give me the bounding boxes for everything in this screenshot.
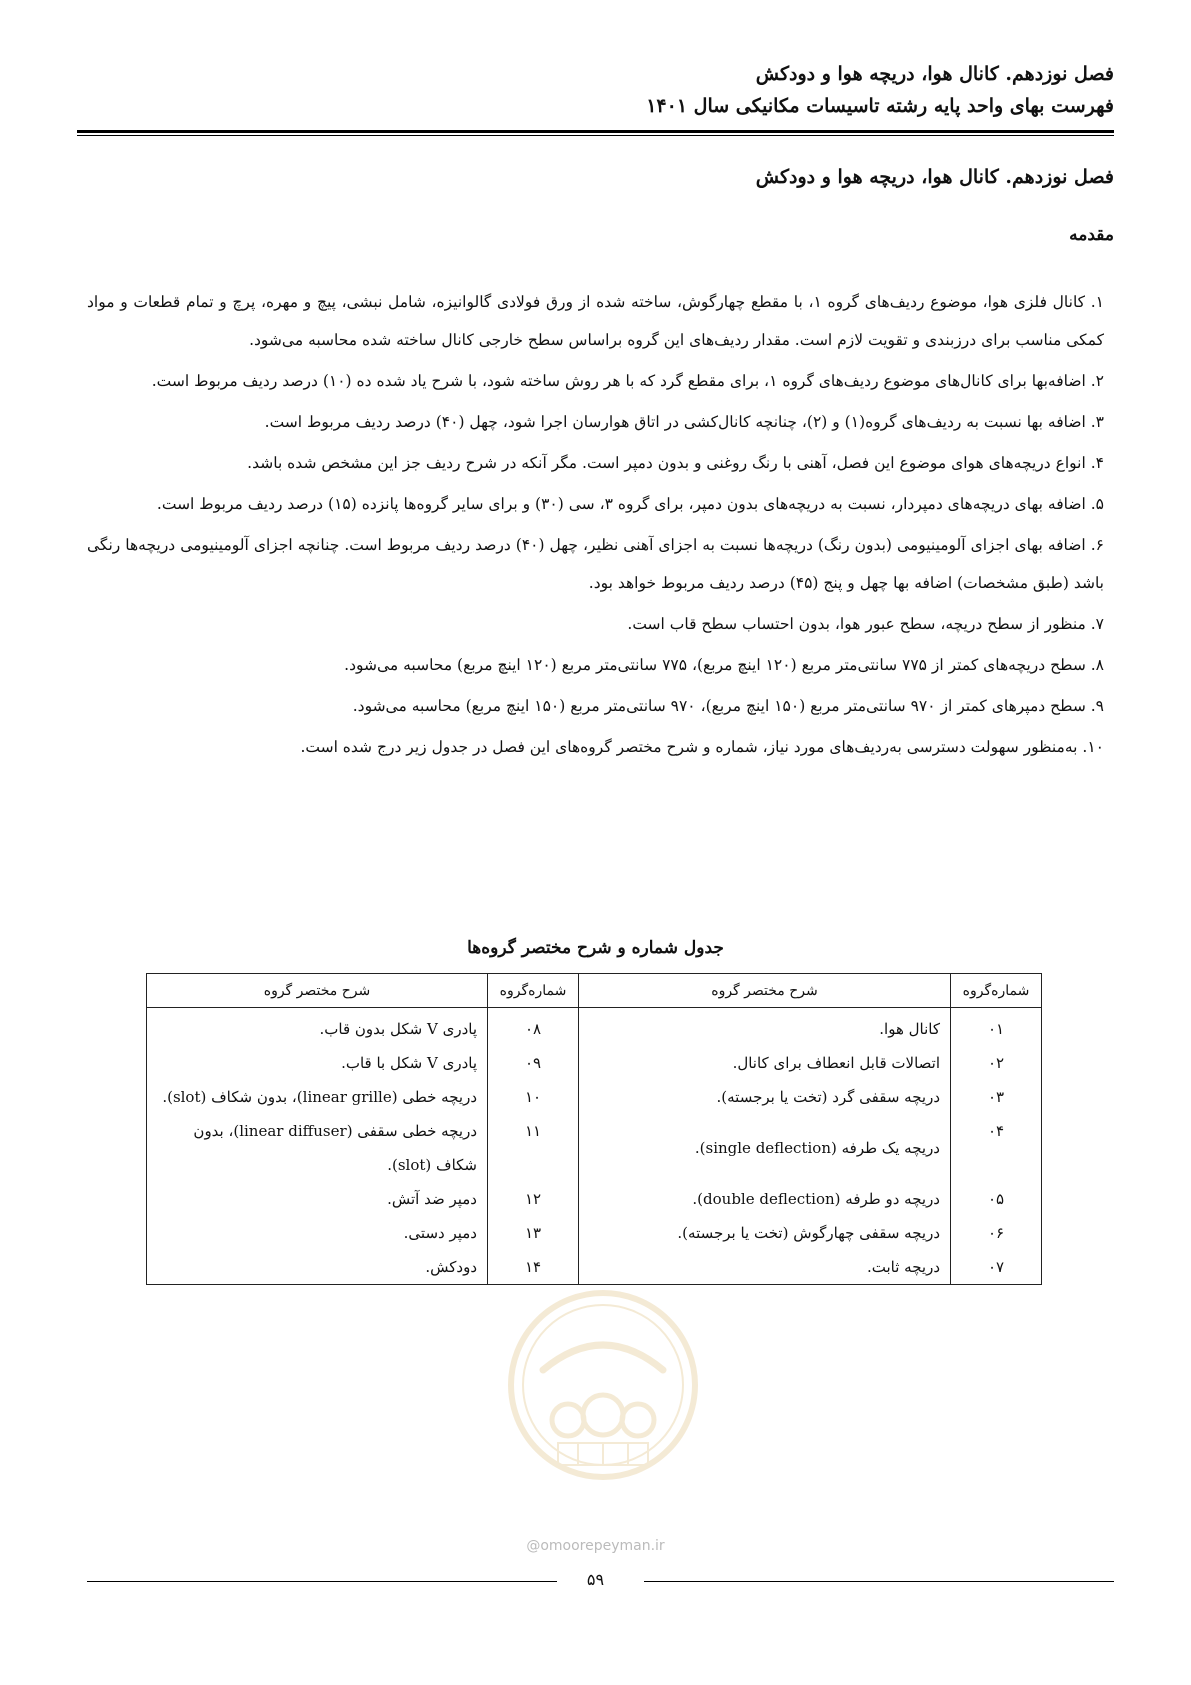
group-description: دمپر دستی. (147, 1216, 488, 1250)
group-number: ۰۳ (951, 1080, 1042, 1114)
header-group-number: شماره‌گروه (951, 974, 1042, 1008)
group-description: کانال هوا. (579, 1008, 951, 1047)
table-row (147, 1250, 1042, 1285)
table-row (147, 1182, 1042, 1216)
header-rule-thick (77, 130, 1114, 133)
header-group-number: شماره‌گروه (488, 974, 579, 1008)
paragraph: ۶. اضافه بهای اجزای آلومینیومی (بدون رنگ) دریچه‌ها نسبت به اجزای آهنی نظیر، چهل (۴۰) درصد ردیف مربوط است. چنانچه اجزای آلومینیومی دریچه‌ها رنگی باشد (طبق مشخصات) اضافه بها چهل و پنج (۴۵) درصد ردیف مربوط خواهد بود. (87, 536, 1104, 592)
watermark-logo-icon (498, 1285, 708, 1485)
paragraph: ۴. انواع دریچه‌های هوای موضوع این فصل، آهنی با رنگ روغنی و بدون دمپر است. مگر آنکه در شرح ردیف جز این مشخص شده باشد. (247, 454, 1104, 472)
group-number: ۰۵ (951, 1182, 1042, 1216)
header-chapter-line: فصل نوزدهم. کانال هوا، دریچه هوا و دودکش (755, 63, 1114, 85)
paragraph: ۱. کانال فلزی هوا، موضوع ردیف‌های گروه ۱، با مقطع چهارگوش، ساخته شده از ورق فولادی گالوانیزه، شامل نبشی، پیچ و مهره، پرچ و تمام قطعات و مواد کمکی مناسب برای درزبندی و تقویت لازم است. مقدار ردیف‌های این گروه براساس سطح خارجی کانال ساخته شده محاسبه می‌شود. (87, 293, 1104, 349)
group-description: اتصالات قابل انعطاف برای کانال. (579, 1046, 951, 1080)
paragraph: ۸. سطح دریچه‌های کمتر از ۷۷۵ سانتی‌متر مربع (۱۲۰ اینچ مربع)، ۷۷۵ سانتی‌متر مربع (۱۲۰ اینچ مربع) محاسبه می‌شود. (344, 656, 1104, 674)
group-number: ۱۳ (488, 1216, 579, 1250)
group-number: ۰۱ (951, 1008, 1042, 1047)
group-number: ۰۶ (951, 1216, 1042, 1250)
paragraph: ۲. اضافه‌بها برای کانال‌های موضوع ردیف‌های گروه ۱، برای مقطع گرد که با هر روش ساخته شود، با شرح یاد شده ده (۱۰) درصد ردیف مربوط است. (151, 372, 1104, 390)
table-row (147, 1046, 1042, 1080)
chapter-title: فصل نوزدهم. کانال هوا، دریچه هوا و دودکش (755, 166, 1114, 188)
group-description: دریچه دو طرفه (double deflection). (579, 1182, 951, 1216)
table-header-row (147, 974, 1042, 1008)
intro-paragraphs (87, 283, 1104, 769)
group-number: ۰۲ (951, 1046, 1042, 1080)
group-description: پادری V شکل با قاب. (147, 1046, 488, 1080)
paragraph: ۱۰. به‌منظور سهولت دسترسی به‌ردیف‌های مورد نیاز، شماره و شرح مختصر گروه‌های این فصل در جدول زیر درج شده است. (300, 738, 1104, 756)
group-description: دمپر ضد آتش. (147, 1182, 488, 1216)
group-number: ۰۴ (951, 1114, 1042, 1182)
header-rule-thin (77, 135, 1114, 136)
group-number: ۱۲ (488, 1182, 579, 1216)
group-number: ۰۹ (488, 1046, 579, 1080)
group-description: دریچه خطی (linear grille)، بدون شکاف (slot). (147, 1080, 488, 1114)
paragraph: ۹. سطح دمپرهای کمتر از ۹۷۰ سانتی‌متر مربع (۱۵۰ اینچ مربع)، ۹۷۰ سانتی‌متر مربع (۱۵۰ اینچ مربع) محاسبه می‌شود. (352, 697, 1104, 715)
group-description: دودکش. (147, 1250, 488, 1285)
table-row (147, 1008, 1042, 1047)
group-description: دریچه سقفی چهارگوش (تخت یا برجسته). (579, 1216, 951, 1250)
table-row (147, 1114, 1042, 1182)
header-group-description: شرح مختصر گروه (147, 974, 488, 1008)
paragraph: ۷. منظور از سطح دریچه، سطح عبور هوا، بدون احتساب سطح قاب است. (627, 615, 1104, 633)
group-description: دریچه خطی سقفی (linear diffuser)، بدون شکاف (slot). (147, 1114, 488, 1182)
group-number: ۱۰ (488, 1080, 579, 1114)
group-number: ۰۸ (488, 1008, 579, 1047)
paragraph: ۵. اضافه بهای دریچه‌های دمپردار، نسبت به دریچه‌های بدون دمپر، برای گروه ۳، سی (۳۰) و برای سایر گروه‌ها پانزده (۱۵) درصد ردیف مربوط است. (156, 495, 1104, 513)
group-number: ۰۷ (951, 1250, 1042, 1285)
group-number: ۱۱ (488, 1114, 579, 1182)
group-table (146, 973, 1042, 1285)
paragraph: ۳. اضافه بها نسبت به ردیف‌های گروه(۱) و (۲)، چنانچه کانال‌کشی در اتاق هوارسان اجرا شود، چهل (۴۰) درصد ردیف مربوط است. (264, 413, 1104, 431)
group-description: دریچه یک طرفه (single deflection). (579, 1114, 951, 1182)
table-row (147, 1080, 1042, 1114)
header-price-list-line: فهرست بهای واحد پایه رشته تاسیسات مکانیکی سال ۱۴۰۱ (646, 95, 1114, 117)
group-description: دریچه سقفی گرد (تخت یا برجسته). (579, 1080, 951, 1114)
table-title: جدول شماره و شرح مختصر گروه‌ها (467, 938, 724, 958)
header-group-description: شرح مختصر گروه (579, 974, 951, 1008)
group-description: دریچه ثابت. (579, 1250, 951, 1285)
intro-heading: مقدمه (1069, 225, 1114, 245)
table-row (147, 1216, 1042, 1250)
page-number: ۵۹ (586, 1570, 605, 1589)
group-number: ۱۴ (488, 1250, 579, 1285)
group-description: پادری V شکل بدون قاب. (147, 1008, 488, 1047)
page-header (77, 58, 1114, 122)
watermark-url: @omoorepeyman.ir (526, 1538, 665, 1554)
